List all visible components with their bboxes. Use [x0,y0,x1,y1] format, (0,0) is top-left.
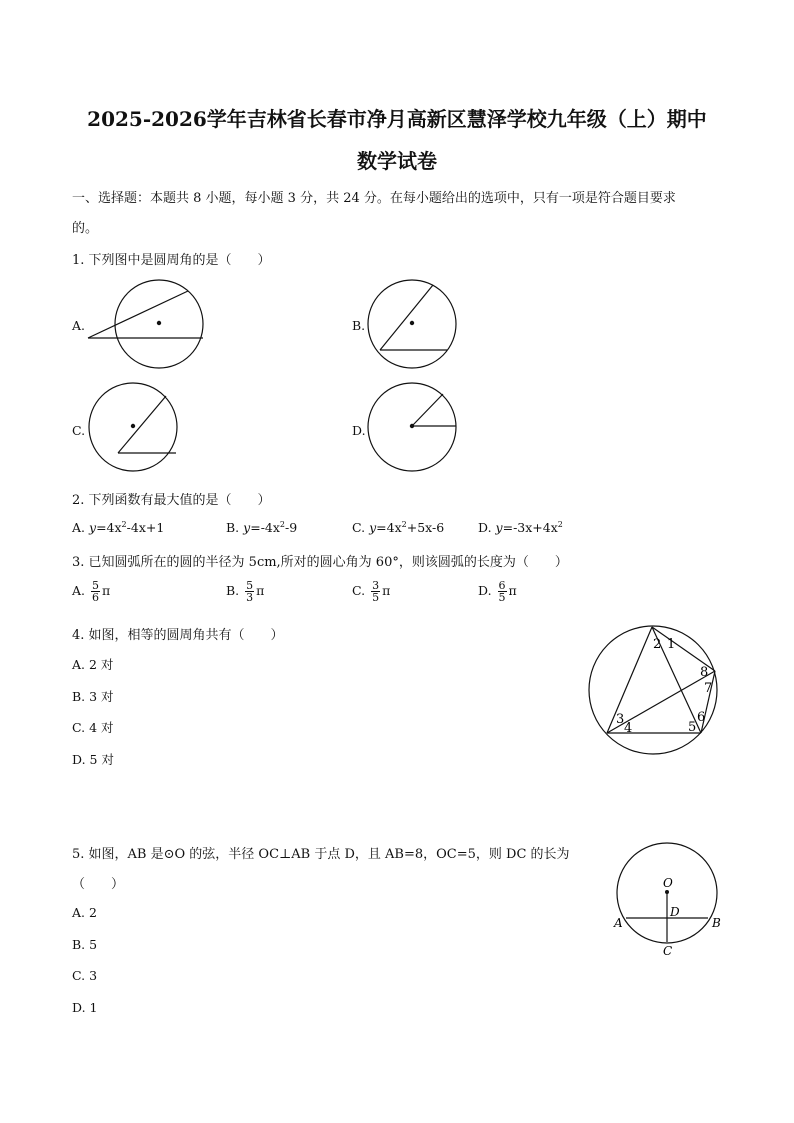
q5-option-a[interactable]: A. 2 [72,905,97,920]
q4-angle-label: 2 [653,637,662,652]
q5-stem-line1: 5. 如图，AB 是⊙O 的弦，半径 OC⊥AB 于点 D，且 AB=8，OC=5，则 DC 的长为 [72,847,570,862]
q2-option-a[interactable]: A. $y=4x^2-4x+1$ [72,520,165,535]
q5-stem-line2: （ ） [72,877,125,892]
q4-angle-label: 3 [616,712,625,727]
q5-point-a: A [614,916,623,930]
q4-stem: 4. 如图，相等的圆周角共有（ ） [72,628,284,643]
q4-angle-label: 1 [667,637,676,652]
q5-option-b[interactable]: B. 5 [72,937,98,952]
q4-option-c[interactable]: C. 4 对 [72,720,114,735]
q2-option-c[interactable]: C. $y=4x^2+5x-6$ [352,520,445,535]
q1-stem: 1. 下列图中是圆周角的是（ ） [72,253,271,268]
section1-instructions-line2: 的。 [72,221,99,236]
q5-point-d: D [670,905,680,919]
q3-stem: 3. 已知圆弧所在的圆的半径为 5cm,所对的圆心角为 60°，则该圆弧的长度为（ ） [72,555,568,570]
q5-option-d[interactable]: D. 1 [72,1000,98,1015]
q1-option-a-label[interactable]: A. [72,318,86,333]
q4-option-b[interactable]: B. 3 对 [72,689,114,704]
q4-angle-label: 4 [624,721,633,736]
q5-point-o: O [663,876,673,890]
q3-option-b[interactable]: B. $\frac{5}{3}$ π [226,579,265,604]
q4-option-d[interactable]: D. 5 对 [72,752,114,767]
section1-instructions-line1: 一、选择题：本题共 8 小题，每小题 3 分，共 24 分。在每小题给出的选项中，只有一项是符合题目要求 [72,191,676,206]
q4-option-a[interactable]: A. 2 对 [72,657,114,672]
q3-option-c[interactable]: C. $\frac{3}{5}$ π [352,579,391,604]
q5-point-b: B [712,916,721,930]
q1-option-d-label[interactable]: D. [352,423,366,438]
q1-option-b-label[interactable]: B. [352,318,366,333]
q4-angle-label: 6 [697,710,706,725]
q3-option-d[interactable]: D. $\frac{6}{5}$ π [478,579,517,604]
q5-point-c: C [663,944,673,958]
exam-title-line2: 数学试卷 [357,149,437,173]
q4-angle-label: 8 [700,665,709,680]
q4-angle-label: 5 [688,720,697,735]
exam-title-line1: 2025-2026学年吉林省长春市净月高新区慧泽学校九年级（上）期中 [87,107,707,131]
q1-option-c-label[interactable]: C. [72,423,86,438]
q2-option-d[interactable]: D. $y=-3x+4x^2$ [478,520,563,535]
q2-stem: 2. 下列函数有最大值的是（ ） [72,493,271,508]
q2-option-b[interactable]: B. $y=-4x^2-9$ [226,520,298,535]
q5-option-c[interactable]: C. 3 [72,968,98,983]
q4-angle-label: 7 [704,681,713,696]
q3-option-a[interactable]: A. $\frac{5}{6}$ π [72,579,111,604]
